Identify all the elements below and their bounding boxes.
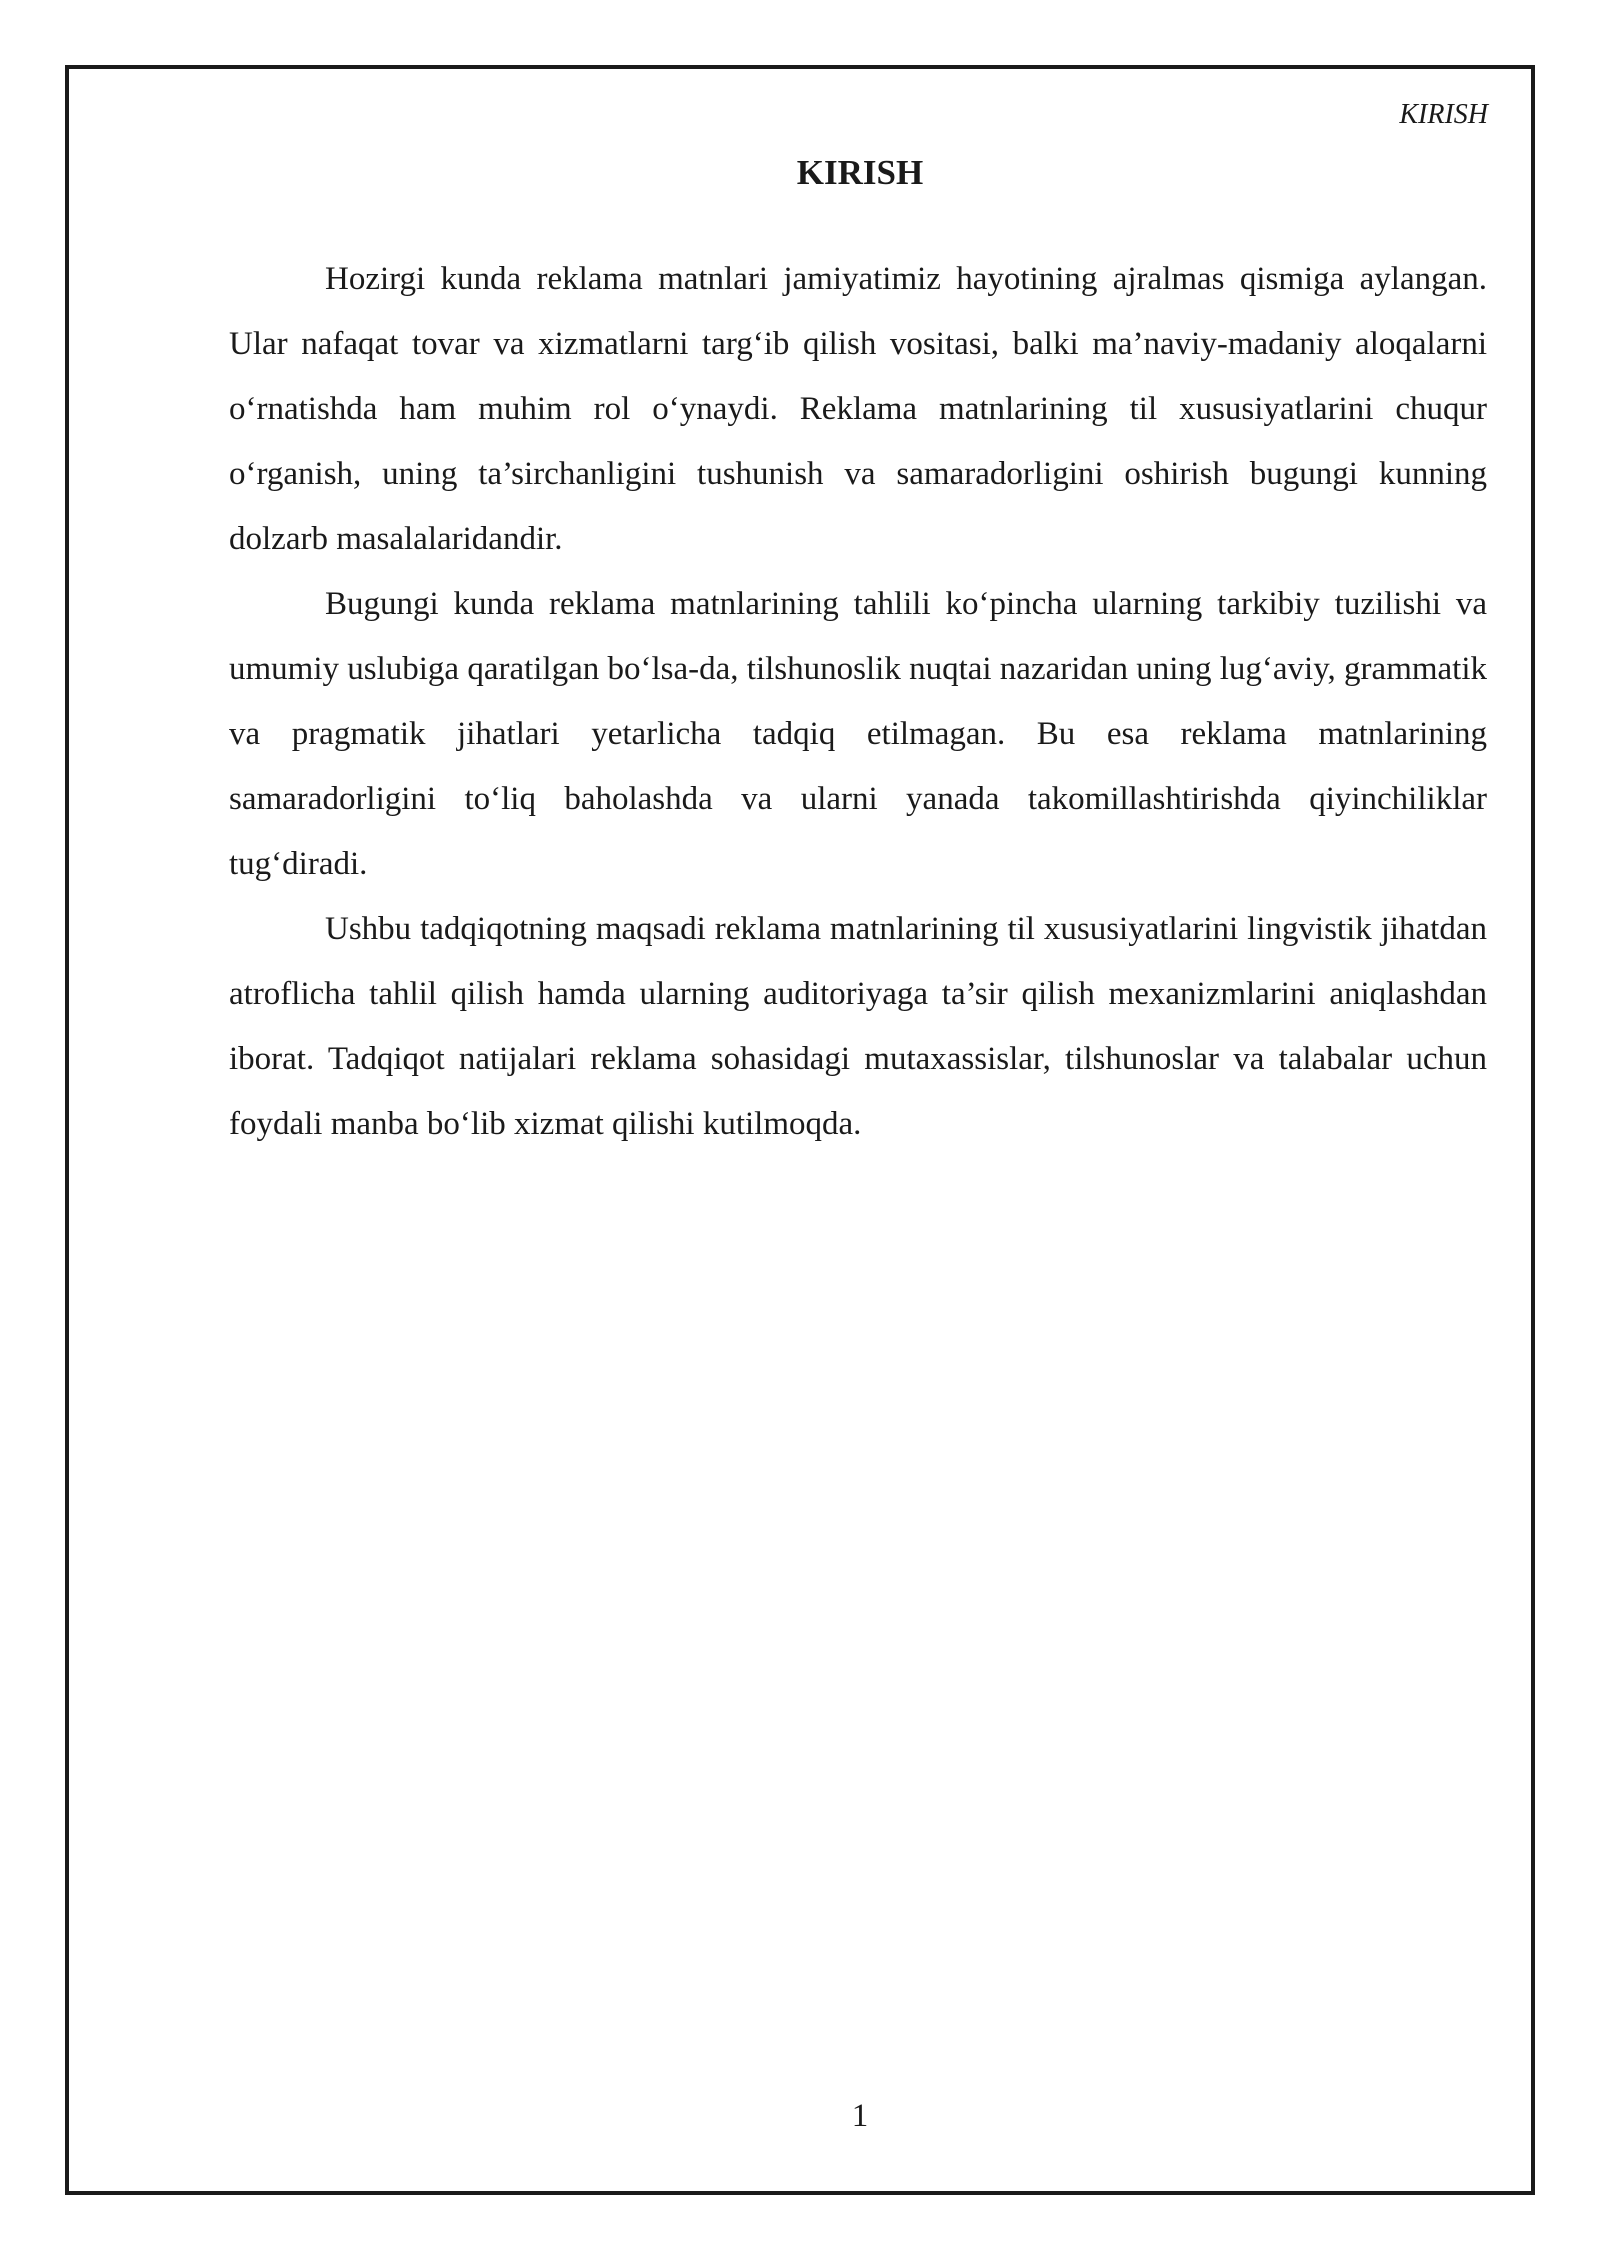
paragraph-2: Bugungi kunda reklama matnlarining tahlili ko‘pincha ularning tarkibiy tuzilishi va umumiy uslubiga qaratilgan bo‘lsa-da, tilshunoslik nuqtai nazaridan uning lug‘aviy, grammatik va pragmatik jihatlari yetarlicha tadqiq etilmagan. Bu esa reklama matnlarining samaradorligini to‘liq baholashda va ularni yanada takomillashtirishda qiyinchiliklar tug‘diradi. [229, 586, 1488, 882]
paragraph-1: Hozirgi kunda reklama matnlari jamiyatimiz hayotining ajralmas qismiga aylangan. Ular nafaqat tovar va xizmatlarni targ‘ib qilish vositasi, balki ma’naviy-madaniy aloqalarni o‘rnatishda ham muhim rol o‘ynaydi. Reklama matnlarining til xususiyatlarini chuqur o‘rganish, uning ta’sirchanligini tushunish va samaradorligini oshirish bugungi kunning dolzarb masalalaridandir. [229, 261, 1487, 557]
paragraph-3: Ushbu tadqiqotning maqsadi reklama matnlarining til xususiyatlarini lingvistik jihatdan atroflicha tahlil qilish hamda ularning auditoriyaga ta’sir qilish mexanizmlarini aniqlashdan iborat. Tadqiqot natijalari reklama sohasidagi mutaxassislar, tilshunoslar va talabalar uchun foydali manba bo‘lib xizmat qilishi kutilmoqda. [229, 911, 1487, 1142]
document-body [229, 247, 1487, 1157]
page-title: KIRISH [796, 153, 924, 192]
running-header: KIRISH [1399, 99, 1488, 130]
page-number: 1 [851, 2098, 869, 2134]
